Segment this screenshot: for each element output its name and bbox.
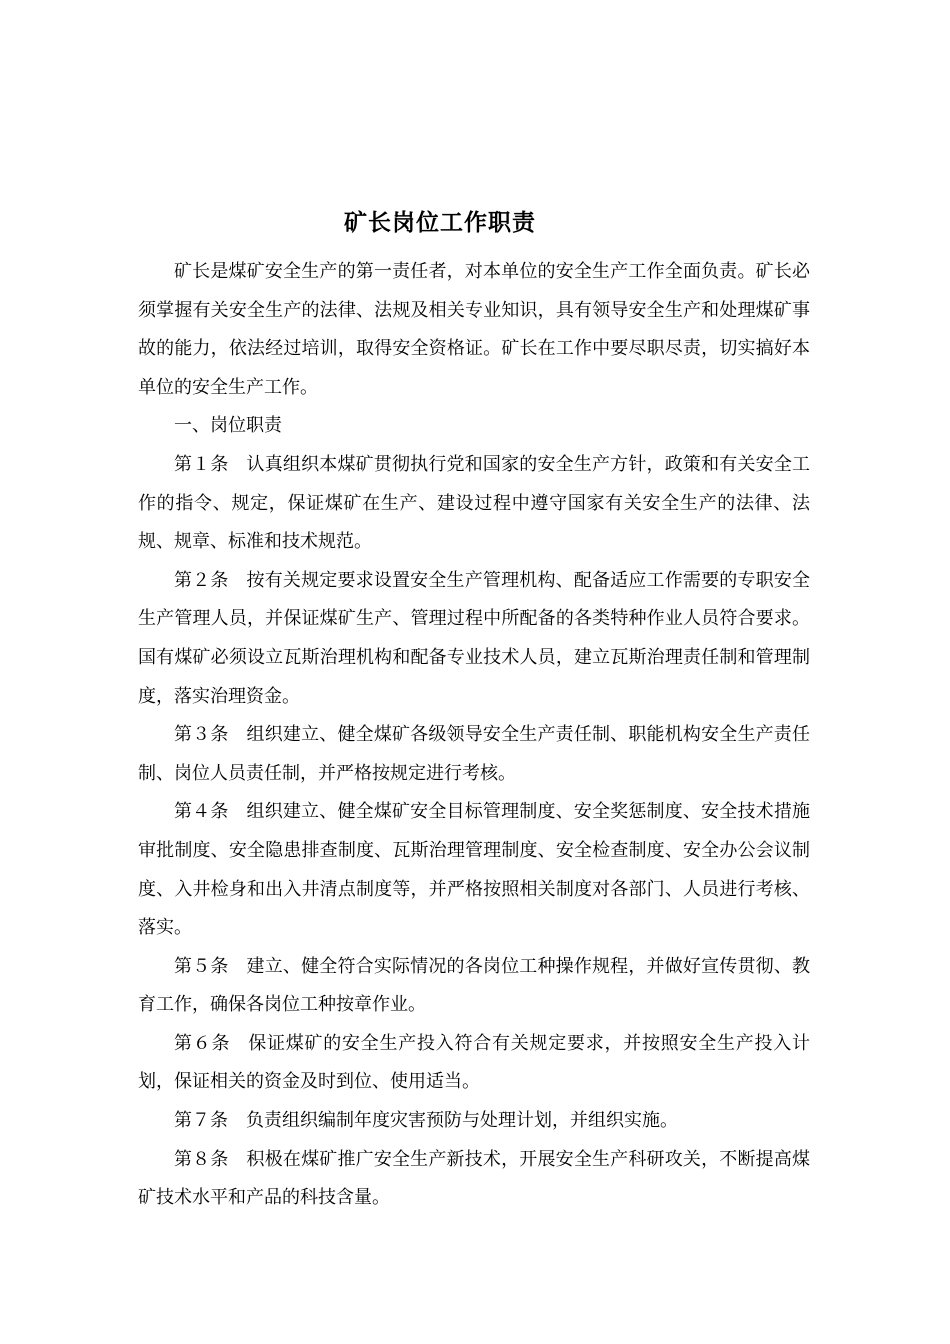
section-heading: 一、岗位职责 (174, 415, 282, 437)
article-number: 第１条 (174, 453, 229, 475)
article-6 (138, 1025, 810, 1102)
article-number: 第３条 (174, 724, 229, 746)
article-text: 按有关规定要求设置安全生产管理机构、配备适应工作需要的专职安全生产管理人员，并保证煤矿生产、管理过程中所配备的各类特种作业人员符合要求。国有煤矿必须设立瓦斯治理机构和配备专业技术人员，建立瓦斯治理责任制和管理制度，落实治理资金。 (138, 569, 810, 707)
article-3 (138, 716, 810, 793)
article-8 (138, 1141, 810, 1218)
article-number: 第４条 (174, 801, 229, 823)
intro-paragraph: 矿长是煤矿安全生产的第一责任者，对本单位的安全生产工作全面负责。矿长必须掌握有关安全生产的法律、法规及相关专业知识，具有领导安全生产和处理煤矿事故的能力，依法经过培训，取得安全资格证。矿长在工作中要尽职尽责，切实搞好本单位的安全生产工作。 (138, 261, 810, 398)
article-4 (138, 793, 810, 947)
article-text: 组织建立、健全煤矿各级领导安全生产责任制、职能机构安全生产责任制、岗位人员责任制，并严格按规定进行考核。 (138, 724, 810, 784)
article-2 (138, 562, 810, 716)
article-number: 第８条 (174, 1148, 229, 1170)
article-text: 积极在煤矿推广安全生产新技术，开展安全生产科研攻关，不断提高煤矿技术水平和产品的科技含量。 (138, 1148, 810, 1209)
article-1 (138, 446, 810, 562)
article-text: 组织建立、健全煤矿安全目标管理制度、安全奖惩制度、安全技术措施审批制度、安全隐患排查制度、瓦斯治理管理制度、安全检查制度、安全办公会议制度、入井检身和出入井清点制度等，并严格按照相关制度对各部门、人员进行考核、落实。 (138, 801, 810, 939)
article-text: 建立、健全符合实际情况的各岗位工种操作规程，并做好宣传贯彻、教育工作，确保各岗位工种按章作业。 (138, 955, 810, 1016)
article-number: 第５条 (174, 955, 229, 977)
article-number: 第２条 (174, 569, 229, 591)
article-7 (138, 1102, 810, 1141)
article-number: 第６条 (174, 1032, 231, 1054)
document-body (138, 253, 810, 1218)
article-text: 保证煤矿的安全生产投入符合有关规定要求，并按照安全生产投入计划，保证相关的资金及时到位、使用适当。 (138, 1032, 810, 1093)
article-number: 第７条 (174, 1110, 228, 1132)
article-text: 负责组织编制年度灾害预防与处理计划，并组织实施。 (246, 1110, 678, 1132)
article-5 (138, 948, 810, 1025)
article-text: 认真组织本煤矿贯彻执行党和国家的安全生产方针，政策和有关安全工作的指令、规定，保证煤矿在生产、建设过程中遵守国家有关安全生产的法律、法规、规章、标准和技术规范。 (138, 453, 810, 553)
document-title: 矿长岗位工作职责 (344, 209, 536, 236)
